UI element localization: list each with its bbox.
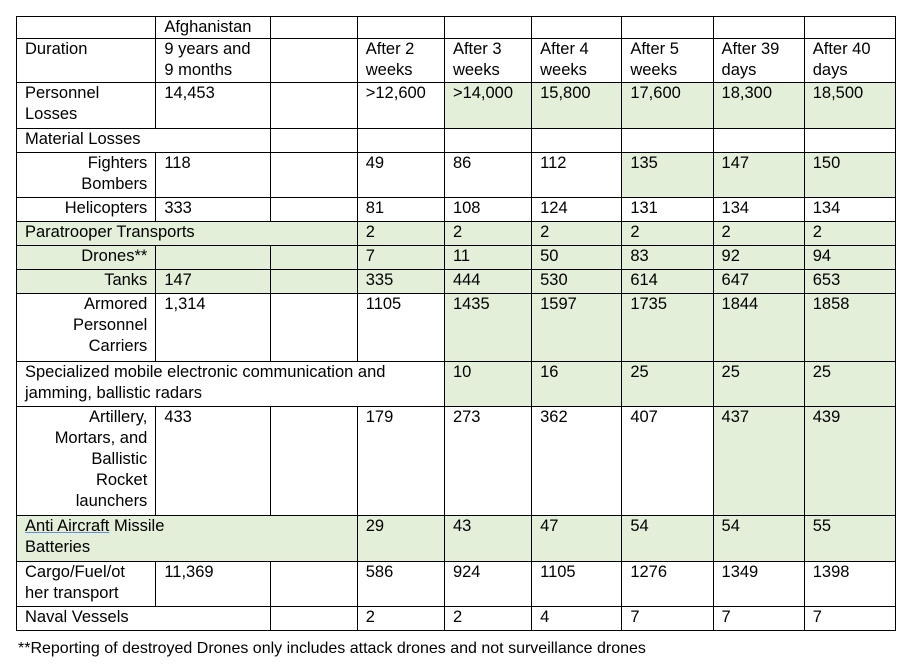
value-cell: 1349	[713, 562, 804, 607]
afghanistan-value: 14,453	[156, 83, 270, 129]
afghanistan-value: 1,314	[156, 294, 270, 362]
value-cell: 112	[532, 153, 622, 198]
value-cell: 10	[444, 362, 531, 407]
value-cell: 54	[713, 516, 804, 562]
value-cell: 55	[804, 516, 895, 562]
duration-label: Duration	[17, 39, 156, 83]
period-header: After 2 weeks	[357, 39, 444, 83]
period-header: After 3 weeks	[444, 39, 531, 83]
value-cell: 439	[804, 407, 895, 516]
afghanistan-header: Afghanistan	[156, 17, 270, 39]
value-cell: 49	[357, 153, 444, 198]
afghanistan-duration: 9 years and 9 months	[156, 39, 270, 83]
value-cell: 83	[622, 246, 713, 270]
value-cell: 7	[622, 607, 713, 631]
value-cell: 18,500	[804, 83, 895, 129]
value-cell: 7	[713, 607, 804, 631]
value-cell: 25	[804, 362, 895, 407]
row-label: Fighters Bombers	[17, 153, 156, 198]
value-cell: 150	[804, 153, 895, 198]
value-cell: 1597	[532, 294, 622, 362]
value-cell: 1435	[444, 294, 531, 362]
value-cell: 47	[532, 516, 622, 562]
row-label: Armored Personnel Carriers	[17, 294, 156, 362]
value-cell: 1105	[532, 562, 622, 607]
value-cell: 25	[713, 362, 804, 407]
artillery-row	[17, 407, 896, 516]
value-cell: 124	[532, 198, 622, 222]
section-heading: Material Losses	[17, 129, 271, 153]
row-label: Paratrooper Transports	[17, 222, 358, 246]
value-cell: 2	[444, 222, 531, 246]
afghanistan-value: 11,369	[156, 562, 270, 607]
value-cell: 16	[532, 362, 622, 407]
value-cell: 2	[357, 222, 444, 246]
value-cell: 43	[444, 516, 531, 562]
value-cell: 131	[622, 198, 713, 222]
duration-row	[17, 39, 896, 83]
period-header: After 5 weeks	[622, 39, 713, 83]
helicopters-row	[17, 198, 896, 222]
afghanistan-value: 433	[156, 407, 270, 516]
value-cell: 134	[713, 198, 804, 222]
value-cell: 1105	[357, 294, 444, 362]
value-cell: 362	[532, 407, 622, 516]
value-cell: 94	[804, 246, 895, 270]
value-cell: 273	[444, 407, 531, 516]
value-cell: 586	[357, 562, 444, 607]
value-cell: 2	[713, 222, 804, 246]
value-cell: 17,600	[622, 83, 713, 129]
value-cell: 25	[622, 362, 713, 407]
apc-row	[17, 294, 896, 362]
row-label	[17, 516, 358, 562]
value-cell: 179	[357, 407, 444, 516]
value-cell: 2	[622, 222, 713, 246]
value-cell: >14,000	[444, 83, 531, 129]
value-cell: 2	[444, 607, 531, 631]
row-label: Naval Vessels	[17, 607, 271, 631]
value-cell: 86	[444, 153, 531, 198]
anti-aircraft-row	[17, 516, 896, 562]
value-cell: 7	[804, 607, 895, 631]
value-cell: 444	[444, 270, 531, 294]
value-cell: 2	[532, 222, 622, 246]
drones-row	[17, 246, 896, 270]
fighters-row	[17, 153, 896, 198]
value-cell: 7	[357, 246, 444, 270]
value-cell: 147	[713, 153, 804, 198]
naval-row	[17, 607, 896, 631]
value-cell: 29	[357, 516, 444, 562]
anti-aircraft-link[interactable]: Anti Aircraft	[25, 517, 110, 535]
value-cell: >12,600	[357, 83, 444, 129]
value-cell: 1844	[713, 294, 804, 362]
value-cell: 92	[713, 246, 804, 270]
value-cell: 1858	[804, 294, 895, 362]
cargo-row	[17, 562, 896, 607]
value-cell: 1735	[622, 294, 713, 362]
period-header: After 39 days	[713, 39, 804, 83]
material-losses-row	[17, 129, 896, 153]
tanks-row	[17, 270, 896, 294]
anti-aircraft-label-rest: Missile Batteries	[25, 517, 165, 556]
value-cell: 2	[804, 222, 895, 246]
value-cell: 407	[622, 407, 713, 516]
value-cell: 437	[713, 407, 804, 516]
value-cell: 11	[444, 246, 531, 270]
period-header: After 40 days	[804, 39, 895, 83]
header-top-row	[17, 17, 896, 39]
value-cell: 54	[622, 516, 713, 562]
value-cell: 81	[357, 198, 444, 222]
value-cell: 18,300	[713, 83, 804, 129]
row-label: Cargo/Fuel/ot her transport	[17, 562, 156, 607]
value-cell: 134	[804, 198, 895, 222]
value-cell: 647	[713, 270, 804, 294]
paratrooper-row	[17, 222, 896, 246]
afghanistan-value: 118	[156, 153, 270, 198]
row-label: Artillery, Mortars, and Ballistic Rocket launchers	[17, 407, 156, 516]
row-label: Specialized mobile electronic communication and jamming, ballistic radars	[17, 362, 445, 407]
row-label: Drones**	[17, 246, 156, 270]
value-cell: 15,800	[532, 83, 622, 129]
footnote: **Reporting of destroyed Drones only includes attack drones and not surveillance drones	[18, 640, 646, 657]
specialized-row	[17, 362, 896, 407]
losses-table	[16, 16, 896, 631]
value-cell: 4	[532, 607, 622, 631]
value-cell: 135	[622, 153, 713, 198]
value-cell: 1398	[804, 562, 895, 607]
row-label: Personnel Losses	[17, 83, 156, 129]
personnel-row	[17, 83, 896, 129]
value-cell: 2	[357, 607, 444, 631]
row-label: Tanks	[17, 270, 156, 294]
row-label: Helicopters	[17, 198, 156, 222]
value-cell: 50	[532, 246, 622, 270]
period-header: After 4 weeks	[532, 39, 622, 83]
value-cell: 335	[357, 270, 444, 294]
afghanistan-value: 333	[156, 198, 270, 222]
value-cell: 653	[804, 270, 895, 294]
value-cell: 530	[532, 270, 622, 294]
value-cell: 614	[622, 270, 713, 294]
value-cell: 924	[444, 562, 531, 607]
value-cell: 108	[444, 198, 531, 222]
value-cell: 1276	[622, 562, 713, 607]
afghanistan-value: 147	[156, 270, 270, 294]
